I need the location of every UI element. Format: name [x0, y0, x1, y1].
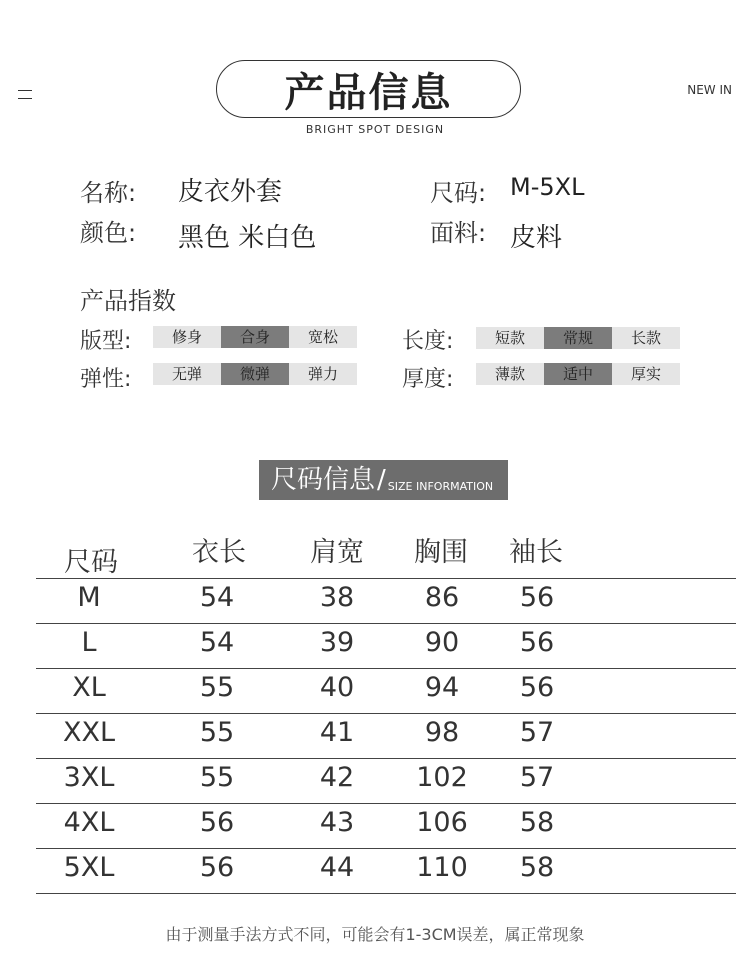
size-info-slash: /	[377, 465, 386, 495]
row-divider	[36, 713, 736, 714]
row-divider	[36, 893, 736, 894]
size-info-banner	[259, 460, 508, 500]
table-row	[36, 848, 736, 893]
title-pill	[216, 60, 521, 118]
length-option: 短款	[476, 327, 544, 349]
row-divider	[36, 803, 736, 804]
size-info-title: 尺码信息	[271, 465, 376, 495]
thickness-scale	[476, 363, 680, 385]
fit-scale	[153, 326, 357, 348]
table-cell: 110	[416, 852, 468, 883]
table-header: 胸围	[414, 537, 468, 568]
table-cell: 54	[199, 627, 235, 658]
table-cell: 5XL	[63, 852, 115, 883]
table-header: 袖长	[509, 537, 563, 568]
table-cell: 98	[424, 717, 460, 748]
table-row	[36, 578, 736, 623]
table-cell: 3XL	[63, 762, 115, 793]
new-in-badge: NEW IN	[687, 83, 732, 97]
row-divider	[36, 758, 736, 759]
size-info-title-en: SIZE INFORMATION	[387, 480, 494, 493]
footnote: 由于测量手法方式不同，可能会有1-3CM误差，属正常现象	[165, 925, 585, 944]
table-cell: 55	[199, 762, 235, 793]
elasticity-option: 无弹	[153, 363, 221, 385]
title-subtitle: BRIGHT SPOT DESIGN	[305, 123, 445, 136]
table-cell: 56	[199, 807, 235, 838]
table-header: 肩宽	[310, 537, 364, 568]
fabric-value: 皮料	[510, 223, 563, 253]
table-cell: M	[77, 582, 101, 613]
table-cell: 58	[519, 807, 555, 838]
thickness-option: 适中	[544, 363, 612, 385]
table-cell: L	[81, 627, 97, 658]
fabric-label: 面料:	[430, 219, 487, 247]
color-label: 颜色:	[80, 219, 137, 247]
table-cell: 40	[319, 672, 355, 703]
table-cell: 56	[519, 627, 555, 658]
name-label: 名称:	[80, 179, 137, 207]
elasticity-label: 弹性:	[80, 367, 132, 392]
table-cell: 56	[519, 672, 555, 703]
table-cell: 44	[319, 852, 355, 883]
elasticity-option: 弹力	[289, 363, 357, 385]
table-cell: 106	[416, 807, 468, 838]
product-index-title: 产品指数	[80, 287, 176, 315]
table-cell: 42	[319, 762, 355, 793]
row-divider	[36, 848, 736, 849]
table-cell: 39	[319, 627, 355, 658]
name-value: 皮衣外套	[178, 177, 283, 207]
length-option: 长款	[612, 327, 680, 349]
size-value: M-5XL	[510, 173, 585, 201]
fit-option: 宽松	[289, 326, 357, 348]
table-cell: 56	[519, 582, 555, 613]
elasticity-scale	[153, 363, 357, 385]
thickness-option: 薄款	[476, 363, 544, 385]
table-bottom-border	[36, 893, 736, 894]
row-divider	[36, 578, 736, 579]
table-cell: 57	[519, 717, 555, 748]
table-cell: 56	[199, 852, 235, 883]
fit-option: 合身	[221, 326, 289, 348]
table-cell: 41	[319, 717, 355, 748]
row-divider	[36, 668, 736, 669]
table-row	[36, 623, 736, 668]
table-cell: XXL	[62, 717, 116, 748]
length-option: 常规	[544, 327, 612, 349]
table-row	[36, 713, 736, 758]
table-row	[36, 668, 736, 713]
table-cell: 58	[519, 852, 555, 883]
table-cell: 55	[199, 672, 235, 703]
table-cell: 57	[519, 762, 555, 793]
table-cell: 102	[416, 762, 468, 793]
table-header: 衣长	[192, 537, 246, 568]
table-cell: 43	[319, 807, 355, 838]
thickness-option: 厚实	[612, 363, 680, 385]
length-label: 长度:	[402, 329, 454, 354]
table-cell: 55	[199, 717, 235, 748]
table-row	[36, 803, 736, 848]
table-cell: 94	[424, 672, 460, 703]
length-scale	[476, 327, 680, 349]
table-cell: 4XL	[63, 807, 115, 838]
fit-option: 修身	[153, 326, 221, 348]
page-title: 产品信息	[284, 69, 453, 116]
fit-label: 版型:	[80, 329, 132, 354]
size-label: 尺码:	[430, 179, 487, 207]
table-header: 尺码	[64, 547, 118, 578]
table-cell: 54	[199, 582, 235, 613]
table-cell: 90	[424, 627, 460, 658]
menu-icon[interactable]	[18, 90, 32, 100]
table-cell: 86	[424, 582, 460, 613]
table-cell: 38	[319, 582, 355, 613]
color-value: 黑色 米白色	[178, 223, 317, 253]
row-divider	[36, 623, 736, 624]
elasticity-option: 微弹	[221, 363, 289, 385]
table-row	[36, 758, 736, 803]
thickness-label: 厚度:	[402, 367, 454, 392]
table-cell: XL	[72, 672, 106, 703]
